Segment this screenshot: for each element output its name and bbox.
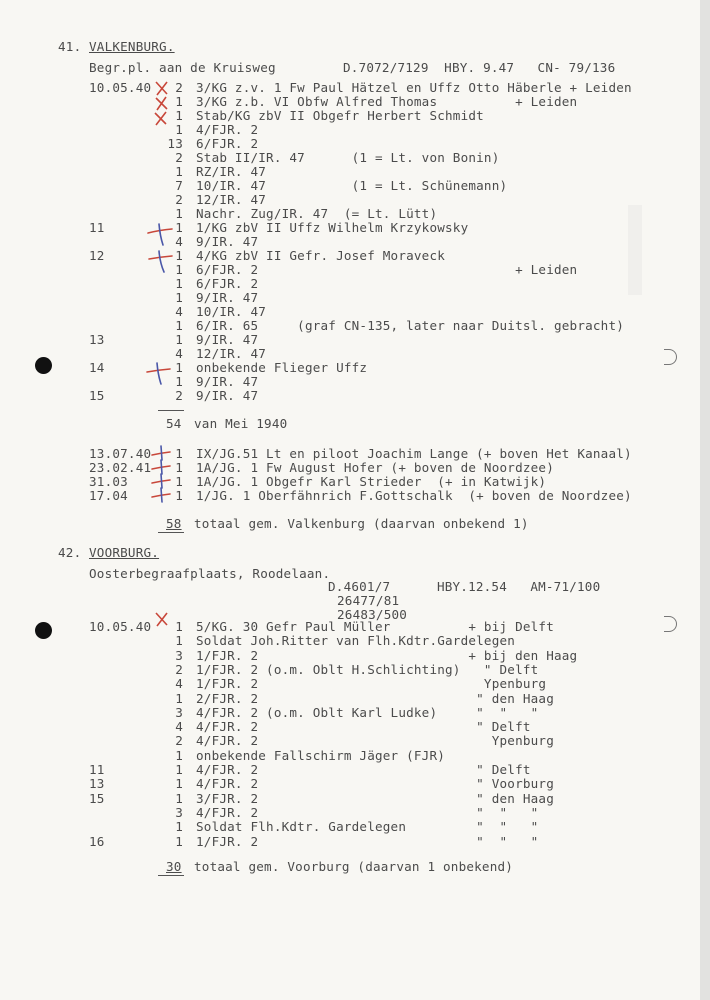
entry-text: 4/FJR. 2 bbox=[196, 122, 259, 137]
entry-count: 4 bbox=[175, 346, 183, 361]
entry-count: 1 bbox=[175, 94, 183, 109]
entry-date: 14 bbox=[89, 360, 105, 375]
entry-count: 1 bbox=[175, 633, 183, 649]
entry-date: 31.03 bbox=[89, 474, 128, 489]
entry-count: 1 bbox=[175, 776, 183, 792]
entry-date: 10.05.40 bbox=[89, 619, 152, 634]
entry-count: 2 bbox=[175, 192, 183, 207]
entry-count: 2 bbox=[175, 388, 183, 403]
entry-text: 3/FJR. 2 " den Haag bbox=[196, 790, 554, 806]
entry-text: 6/FJR. 2 + Leiden bbox=[196, 262, 578, 277]
entry-count: 1 bbox=[175, 122, 183, 137]
pencil-smudge bbox=[628, 205, 642, 295]
entry-count: 1 bbox=[175, 460, 183, 475]
entry-count: 1 bbox=[175, 206, 183, 221]
entry-count: 2 bbox=[175, 150, 183, 165]
section-title: VALKENBURG. bbox=[89, 39, 175, 54]
entry-date: 10.05.40 bbox=[89, 80, 152, 95]
entry-text: 4/KG zbV II Gefr. Josef Moraveck bbox=[196, 248, 446, 263]
entry-text: 6/FJR. 2 bbox=[196, 136, 259, 151]
section-number: 42. bbox=[58, 545, 82, 560]
entry-text: 10/IR. 47 (1 = Lt. Schünemann) bbox=[196, 178, 508, 193]
entry-text: 1A/JG. 1 Obgefr Karl Strieder (+ in Katwijk) bbox=[196, 474, 547, 489]
entry-date: 13 bbox=[89, 776, 105, 792]
entry-text: 9/IR. 47 bbox=[196, 234, 259, 249]
entry-count: 1 bbox=[175, 474, 183, 489]
entry-count: 2 bbox=[175, 733, 183, 749]
entry-text: 3/KG z.v. 1 Fw Paul Hätzel en Uffz Otto Häberle + Leiden bbox=[196, 80, 632, 95]
entry-count: 4 bbox=[175, 676, 183, 692]
entry-count: 4 bbox=[175, 719, 183, 735]
punch-hole-mark-bottom bbox=[664, 616, 677, 632]
entry-text: 1/FJR. 2 Ypenburg bbox=[196, 676, 547, 692]
entry-count: 1 bbox=[175, 276, 183, 291]
entry-text: Stab/KG zbV II Obgefr Herbert Schmidt bbox=[196, 108, 484, 123]
entry-count: 1 bbox=[175, 819, 183, 835]
entry-date: 15 bbox=[89, 388, 105, 403]
entry-text: RZ/IR. 47 bbox=[196, 164, 267, 179]
entry-date: 15 bbox=[89, 790, 105, 806]
references-line-2: 26477/81 bbox=[337, 593, 400, 608]
punch-hole-mark-top bbox=[664, 349, 677, 365]
entry-text: 9/IR. 47 bbox=[196, 374, 259, 389]
entry-date: 13 bbox=[89, 332, 105, 347]
total-count: 58 bbox=[166, 516, 182, 531]
section-title: VOORBURG. bbox=[89, 545, 160, 560]
total-text: totaal gem. Voorburg (daarvan 1 onbekend) bbox=[194, 859, 514, 874]
total-rule bbox=[158, 875, 184, 876]
entry-text: 12/IR. 47 bbox=[196, 346, 267, 361]
entry-text: 6/FJR. 2 bbox=[196, 276, 259, 291]
subtotal-text: van Mei 1940 bbox=[194, 416, 288, 431]
subtotal-rule bbox=[158, 410, 184, 411]
entry-count: 1 bbox=[175, 446, 183, 461]
entry-count: 1 bbox=[175, 318, 183, 333]
entry-text: Nachr. Zug/IR. 47 (= Lt. Lütt) bbox=[196, 206, 438, 221]
entry-text: 1/KG zbV II Uffz Wilhelm Krzykowsky bbox=[196, 220, 469, 235]
entry-date: 23.02.41 bbox=[89, 460, 152, 475]
entry-text: 1A/JG. 1 Fw August Hofer (+ boven de Noordzee) bbox=[196, 460, 554, 475]
entry-count: 4 bbox=[175, 304, 183, 319]
entry-count: 1 bbox=[175, 290, 183, 305]
entry-count: 7 bbox=[175, 178, 183, 193]
entry-count: 1 bbox=[175, 619, 183, 634]
total-count: 30 bbox=[166, 859, 182, 874]
total-text: totaal gem. Valkenburg (daarvan onbekend 1) bbox=[194, 516, 529, 531]
entry-text: 4/FJR. 2 " Delft bbox=[196, 719, 531, 735]
entry-count: 1 bbox=[175, 164, 183, 179]
entry-count: 3 bbox=[175, 647, 183, 663]
entry-text: 9/IR. 47 bbox=[196, 388, 259, 403]
entry-text: onbekende Flieger Uffz bbox=[196, 360, 368, 375]
entry-text: 2/FJR. 2 " den Haag bbox=[196, 690, 554, 706]
entry-text: Soldat Joh.Ritter van Flh.Kdtr.Gardelegen bbox=[196, 633, 516, 649]
entry-count: 1 bbox=[175, 332, 183, 347]
entry-text: Stab II/IR. 47 (1 = Lt. von Bonin) bbox=[196, 150, 500, 165]
entry-count: 3 bbox=[175, 704, 183, 720]
entry-date: 11 bbox=[89, 762, 105, 777]
entry-count: 1 bbox=[175, 360, 183, 375]
section-number: 41. bbox=[58, 39, 82, 54]
entry-text: 9/IR. 47 bbox=[196, 290, 259, 305]
entry-text: 9/IR. 47 bbox=[196, 332, 259, 347]
entry-text: Soldat Flh.Kdtr. Gardelegen " " " bbox=[196, 819, 539, 835]
entry-text: 5/KG. 30 Gefr Paul Müller + bij Delft bbox=[196, 619, 554, 634]
entry-count: 2 bbox=[175, 661, 183, 677]
entry-text: 4/FJR. 2 " Delft bbox=[196, 762, 531, 777]
entry-text: 6/IR. 65 (graf CN-135, later naar Duitsl. gebracht) bbox=[196, 318, 625, 333]
entry-text: 3/KG z.b. VI Obfw Alfred Thomas + Leiden bbox=[196, 94, 578, 109]
entry-text: 1/JG. 1 Oberfähnrich F.Gottschalk (+ boven de Noordzee) bbox=[196, 488, 632, 503]
references-line-3: 26483/500 bbox=[337, 607, 408, 622]
entry-text: 12/IR. 47 bbox=[196, 192, 267, 207]
total-rule bbox=[158, 532, 184, 533]
entry-text: 4/FJR. 2 Ypenburg bbox=[196, 733, 554, 749]
entry-text: 4/FJR. 2 (o.m. Oblt Karl Ludke) " " " bbox=[196, 704, 539, 720]
entry-count: 1 bbox=[175, 248, 183, 263]
entry-count: 1 bbox=[175, 762, 183, 777]
entry-count: 1 bbox=[175, 747, 183, 763]
entry-date: 13.07.40 bbox=[89, 446, 152, 461]
entry-count: 1 bbox=[175, 262, 183, 277]
entry-text: 4/FJR. 2 " Voorburg bbox=[196, 776, 554, 792]
entry-date: 16 bbox=[89, 833, 105, 849]
entry-count: 1 bbox=[175, 690, 183, 706]
punch-hole-bottom bbox=[35, 622, 52, 639]
entry-text: onbekende Fallschirm Jäger (FJR) bbox=[196, 747, 446, 763]
references-line-1: D.4601/7 HBY.12.54 AM-71/100 bbox=[328, 579, 601, 594]
entry-date: 17.04 bbox=[89, 488, 128, 503]
entry-date: 11 bbox=[89, 220, 105, 235]
entry-text: 1/FJR. 2 (o.m. Oblt H.Schlichting) " Delft bbox=[196, 661, 539, 677]
entry-count: 1 bbox=[175, 790, 183, 806]
entry-text: IX/JG.51 Lt en piloot Joachim Lange (+ boven Het Kanaal) bbox=[196, 446, 632, 461]
entry-count: 1 bbox=[175, 488, 183, 503]
entry-text: 1/FJR. 2 " " " bbox=[196, 833, 539, 849]
entry-date: 12 bbox=[89, 248, 105, 263]
entry-text: 1/FJR. 2 + bij den Haag bbox=[196, 647, 578, 663]
entry-count: 1 bbox=[175, 220, 183, 235]
references: D.7072/7129 HBY. 9.47 CN- 79/136 bbox=[343, 60, 616, 75]
cemetery-location: Begr.pl. aan de Kruisweg bbox=[89, 60, 276, 75]
entry-text: 10/IR. 47 bbox=[196, 304, 267, 319]
entry-count: 13 bbox=[167, 136, 183, 151]
entry-count: 2 bbox=[175, 80, 183, 95]
entry-count: 1 bbox=[175, 374, 183, 389]
punch-hole-top bbox=[35, 357, 52, 374]
entry-count: 1 bbox=[175, 833, 183, 849]
entry-count: 3 bbox=[175, 804, 183, 820]
subtotal-count: 54 bbox=[166, 416, 182, 431]
entry-count: 1 bbox=[175, 108, 183, 123]
entry-text: 4/FJR. 2 " " " bbox=[196, 804, 539, 820]
entry-count: 4 bbox=[175, 234, 183, 249]
cemetery-location: Oosterbegraafplaats, Roodelaan. bbox=[89, 566, 331, 581]
